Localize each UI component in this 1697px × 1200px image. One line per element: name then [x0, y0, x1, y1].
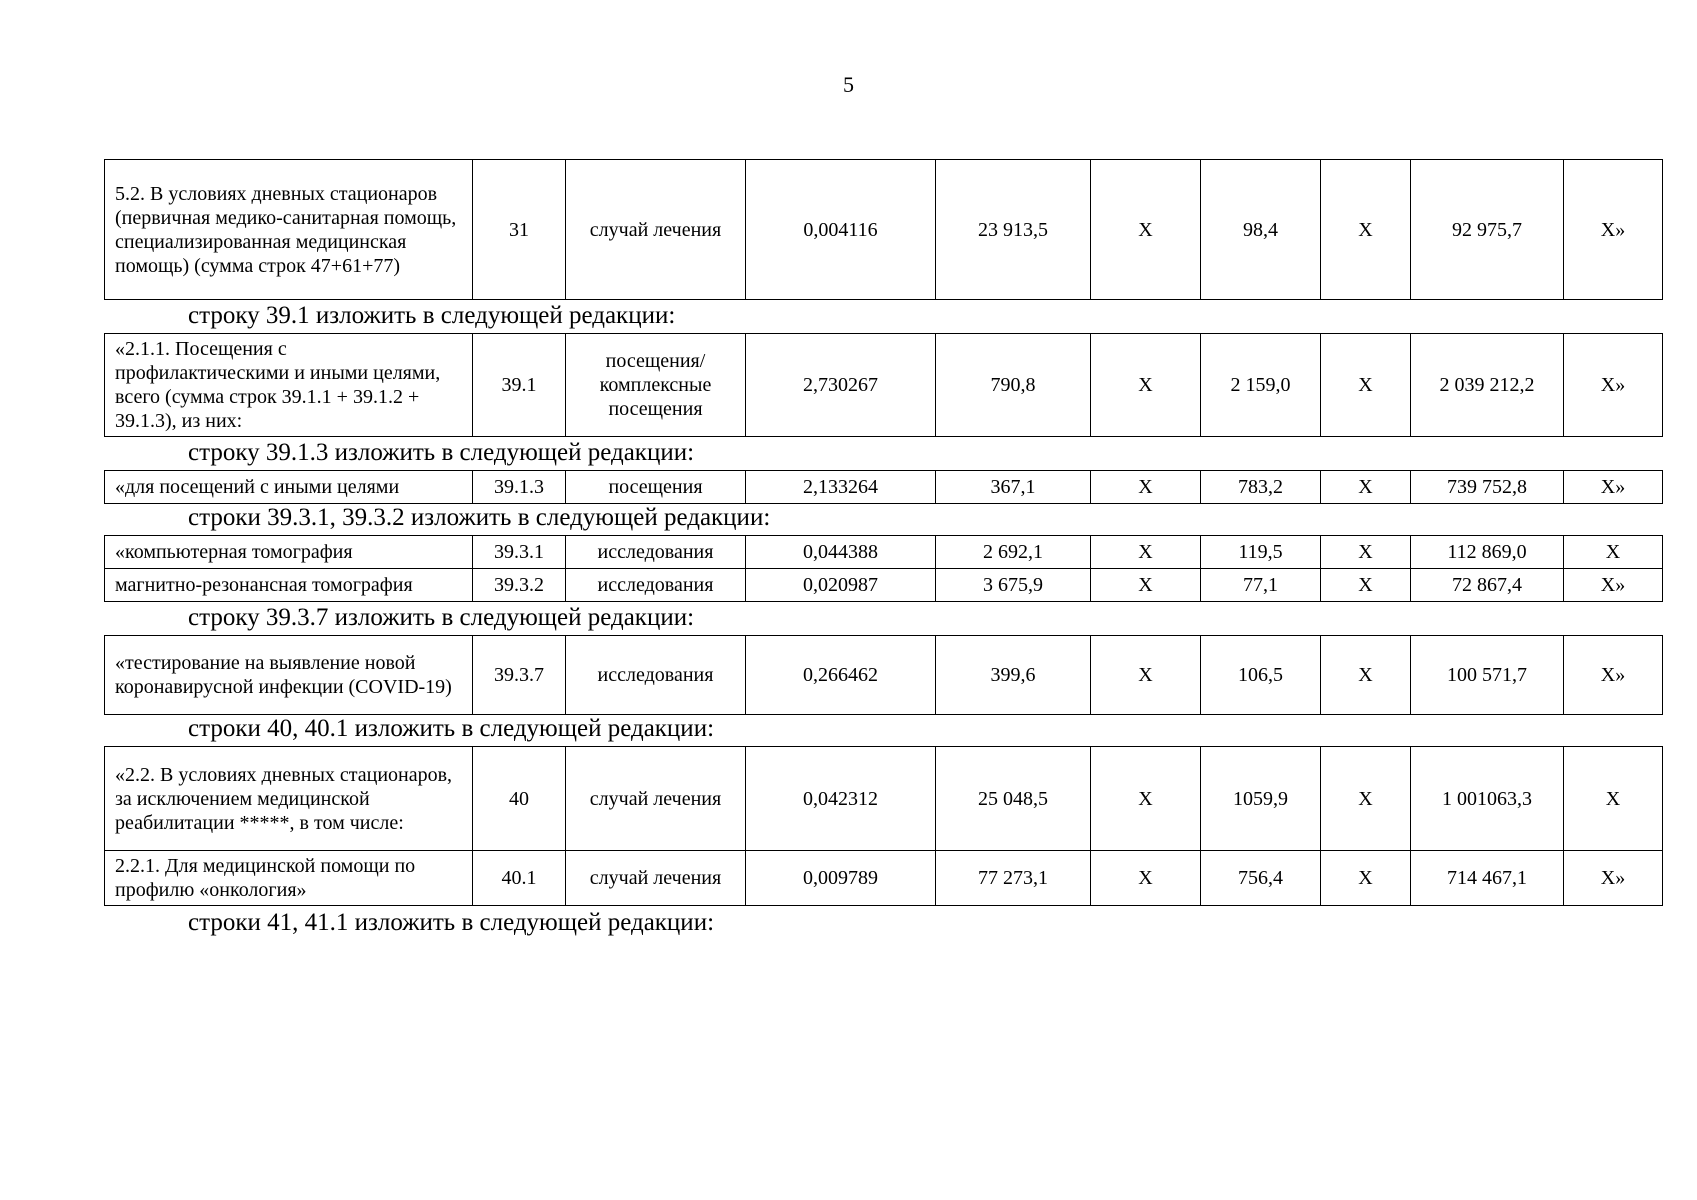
row-col-10: X» [1564, 160, 1663, 300]
row-col-8: X [1321, 471, 1411, 504]
table-row [105, 636, 1663, 715]
row-line-number: 39.3.1 [473, 536, 566, 569]
row-unit: случай лечения [566, 747, 746, 851]
table-block-row-39-1-3 [104, 470, 1663, 504]
row-col-6: X [1091, 569, 1201, 602]
row-col-8: X [1321, 536, 1411, 569]
row-unit: случай лечения [566, 851, 746, 906]
row-col-7: 756,4 [1201, 851, 1321, 906]
table-row [105, 334, 1663, 437]
table-block-rows-40 [104, 746, 1663, 906]
row-unit: посещения [566, 471, 746, 504]
row-col-8: X [1321, 160, 1411, 300]
row-col-7: 2 159,0 [1201, 334, 1321, 437]
row-line-number: 39.3.7 [473, 636, 566, 715]
row-unit: исследования [566, 536, 746, 569]
row-name: «компьютерная томография [105, 536, 473, 569]
row-col-9: 714 467,1 [1411, 851, 1564, 906]
row-col-10: X [1564, 536, 1663, 569]
row-unit: исследования [566, 569, 746, 602]
row-col-9: 1 001063,3 [1411, 747, 1564, 851]
row-col-6: X [1091, 851, 1201, 906]
row-cost: 3 675,9 [936, 569, 1091, 602]
table-row [105, 160, 1663, 300]
row-col-8: X [1321, 636, 1411, 715]
row-col-10: X [1564, 747, 1663, 851]
row-norm: 2,133264 [746, 471, 936, 504]
row-cost: 25 048,5 [936, 747, 1091, 851]
row-name: «для посещений с иными целями [105, 471, 473, 504]
data-table [104, 535, 1663, 602]
row-col-7: 783,2 [1201, 471, 1321, 504]
row-col-10: X» [1564, 851, 1663, 906]
row-norm: 0,020987 [746, 569, 936, 602]
row-line-number: 31 [473, 160, 566, 300]
row-col-6: X [1091, 636, 1201, 715]
row-col-6: X [1091, 471, 1201, 504]
row-cost: 399,6 [936, 636, 1091, 715]
row-name: 2.2.1. Для медицинской помощи по профилю «онкология» [105, 851, 473, 906]
row-line-number: 39.1.3 [473, 471, 566, 504]
row-norm: 2,730267 [746, 334, 936, 437]
table-block-row-39-1 [104, 333, 1663, 437]
row-cost: 367,1 [936, 471, 1091, 504]
row-unit: случай лечения [566, 160, 746, 300]
row-col-7: 77,1 [1201, 569, 1321, 602]
instruction-text: строку 39.3.7 изложить в следующей редакции: [188, 604, 695, 631]
row-col-8: X [1321, 334, 1411, 437]
row-col-6: X [1091, 536, 1201, 569]
row-name: «2.2. В условиях дневных стационаров, за исключением медицинской реабилитации *****, в том числе: [105, 747, 473, 851]
row-unit: исследования [566, 636, 746, 715]
row-name: «2.1.1. Посещения с профилактическими и иными целями, всего (сумма строк 39.1.1 + 39.1.2 + 39.1.3), из них: [105, 334, 473, 437]
row-col-6: X [1091, 747, 1201, 851]
table-block-rows-39-3 [104, 535, 1663, 602]
table-block-row-31 [104, 159, 1663, 300]
table-row [105, 536, 1663, 569]
instruction-text: строки 40, 40.1 изложить в следующей редакции: [188, 715, 715, 742]
row-norm: 0,044388 [746, 536, 936, 569]
row-col-6: X [1091, 334, 1201, 437]
row-col-6: X [1091, 160, 1201, 300]
row-col-9: 112 869,0 [1411, 536, 1564, 569]
row-name: магнитно-резонансная томография [105, 569, 473, 602]
data-table [104, 746, 1663, 906]
data-table [104, 333, 1663, 437]
instruction-text: строки 41, 41.1 изложить в следующей редакции: [188, 909, 715, 936]
row-line-number: 39.3.2 [473, 569, 566, 602]
data-table [104, 635, 1663, 715]
row-col-10: X» [1564, 471, 1663, 504]
row-col-9: 92 975,7 [1411, 160, 1564, 300]
row-col-8: X [1321, 569, 1411, 602]
row-cost: 790,8 [936, 334, 1091, 437]
instruction-text: строку 39.1 изложить в следующей редакции: [188, 302, 676, 329]
row-col-7: 106,5 [1201, 636, 1321, 715]
row-col-7: 1059,9 [1201, 747, 1321, 851]
row-norm: 0,009789 [746, 851, 936, 906]
row-col-7: 119,5 [1201, 536, 1321, 569]
instruction-text: строку 39.1.3 изложить в следующей редакции: [188, 439, 695, 466]
row-norm: 0,004116 [746, 160, 936, 300]
row-col-9: 2 039 212,2 [1411, 334, 1564, 437]
row-line-number: 40 [473, 747, 566, 851]
row-col-10: X» [1564, 569, 1663, 602]
row-col-8: X [1321, 851, 1411, 906]
row-col-9: 100 571,7 [1411, 636, 1564, 715]
row-norm: 0,266462 [746, 636, 936, 715]
page-number: 5 [843, 72, 854, 97]
instruction-text: строки 39.3.1, 39.3.2 изложить в следующей редакции: [188, 504, 771, 531]
table-row [105, 569, 1663, 602]
row-line-number: 40.1 [473, 851, 566, 906]
data-table [104, 470, 1663, 504]
table-row [105, 747, 1663, 851]
row-col-8: X [1321, 747, 1411, 851]
row-name: «тестирование на выявление новой коронавирусной инфекции (COVID-19) [105, 636, 473, 715]
row-col-7: 98,4 [1201, 160, 1321, 300]
row-col-10: X» [1564, 334, 1663, 437]
row-col-9: 739 752,8 [1411, 471, 1564, 504]
row-col-9: 72 867,4 [1411, 569, 1564, 602]
table-row [105, 851, 1663, 906]
table-block-row-39-3-7 [104, 635, 1663, 715]
table-row [105, 471, 1663, 504]
row-cost: 23 913,5 [936, 160, 1091, 300]
row-name: 5.2. В условиях дневных стационаров (первичная медико-санитарная помощь, специализированная медицинская помощь) (сумма строк 47+61+77) [105, 160, 473, 300]
row-cost: 2 692,1 [936, 536, 1091, 569]
row-line-number: 39.1 [473, 334, 566, 437]
row-col-10: X» [1564, 636, 1663, 715]
row-unit: посещения/ комплексные посещения [566, 334, 746, 437]
row-norm: 0,042312 [746, 747, 936, 851]
row-cost: 77 273,1 [936, 851, 1091, 906]
data-table [104, 159, 1663, 300]
